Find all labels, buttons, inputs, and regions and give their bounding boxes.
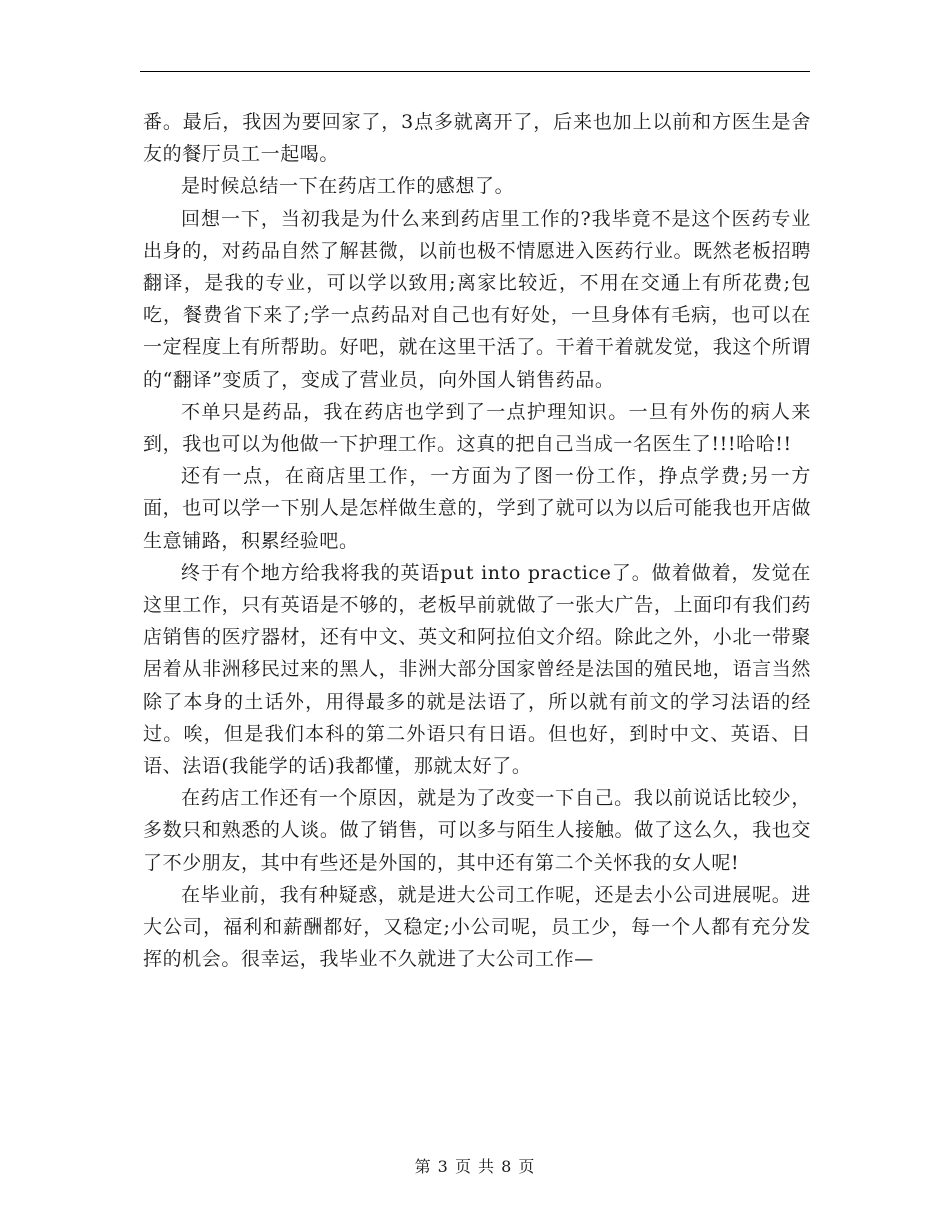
paragraph: 是时候总结一下在药店工作的感想了。	[181, 175, 515, 198]
paragraph: 不单只是药品，我在药店也学到了一点护理知识。一旦有外伤的病人来到，我也可以为他做一下护理工作。这真的把自己当成一名医生了!!!哈哈!!	[143, 400, 811, 456]
paragraph: 回想一下，当初我是为什么来到药店里工作的?我毕竟不是这个医药专业出身的，对药品自然了解甚微，以前也极不情愿进入医药行业。既然老板招聘翻译，是我的专业，可以学以致用;离家比较近，不用在交通上有所花费;包吃，餐费省下来了;学一点药品对自己也有好处，一旦身体有毛病，也可以在一定程度上有所帮助。好吧，就在这里干活了。干着干着就发觉，我这个所谓的“翻译”变质了，变成了营业员，向外国人销售药品。	[143, 207, 811, 391]
header-rule	[140, 71, 810, 72]
paragraph: 终于有个地方给我将我的英语put into practice了。做着做着，发觉在这里工作，只有英语是不够的，老板早前就做了一张大广告，上面印有我们药店销售的医疗器材，还有中文、英文和阿拉伯文介绍。除此之外，小北一带聚居着从非洲移民过来的黑人，非洲大部分国家曾经是法国的殖民地，语言当然除了本身的土话外，用得最多的就是法语了，所以就有前文的学习法语的经过。唉，但是我们本科的第二外语只有日语。但也好，到时中文、英语、日语、法语(我能学的话)我都懂，那就太好了。	[143, 561, 811, 778]
paragraph: 在药店工作还有一个原因，就是为了改变一下自己。我以前说话比较少，多数只和熟悉的人谈。做了销售，可以多与陌生人接触。做了这么久，我也交了不少朋友，其中有些还是外国的，其中还有第二个关怀我的女人呢!	[143, 787, 811, 874]
document-body	[143, 106, 811, 975]
page-number-footer: 第 3 页 共 8 页	[414, 1157, 536, 1176]
paragraph: 在毕业前，我有种疑惑，就是进大公司工作呢，还是去小公司进展呢。进大公司，福利和薪酬都好，又稳定;小公司呢，员工少，每一个人都有充分发挥的机会。很幸运，我毕业不久就进了大公司工作—	[143, 883, 811, 971]
paragraph: 还有一点，在商店里工作，一方面为了图一份工作，挣点学费;另一方面，也可以学一下别人是怎样做生意的，学到了就可以为以后可能我也开店做生意铺路，积累经验吧。	[143, 465, 811, 552]
paragraph: 番。最后，我因为要回家了，3点多就离开了，后来也加上以前和方医生是舍友的餐厅员工一起喝。	[143, 111, 811, 166]
